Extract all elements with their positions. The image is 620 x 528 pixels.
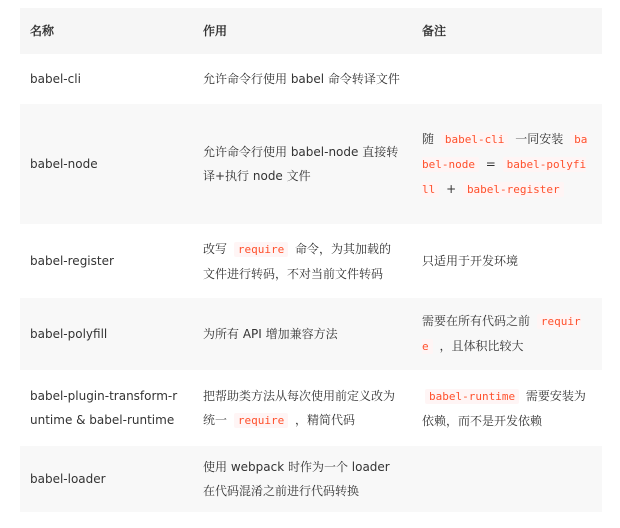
- cell-text: 把帮助类方法从每次使用前定义改为统一: [203, 388, 396, 427]
- header-note: 备注: [412, 8, 602, 54]
- cell-use: [193, 298, 412, 370]
- inline-code: require: [422, 315, 581, 353]
- cell-text: 随: [422, 131, 438, 146]
- cell-text: 允许命令行使用 babel 命令转译文件: [203, 72, 400, 86]
- cell-name: [20, 224, 193, 298]
- cell-text: 允许命令行使用 babel-node 直接转译+执行 node 文件: [203, 145, 399, 183]
- cell-text: babel-cli: [30, 72, 81, 86]
- inline-code: require: [234, 413, 288, 428]
- cell-use: [193, 370, 412, 446]
- inline-code: babel-polyfill: [422, 157, 587, 196]
- inline-code: babel-cli: [441, 132, 509, 147]
- inline-code: babel-node: [422, 132, 588, 171]
- table-row: [20, 224, 602, 298]
- cell-text: 命令，为其加载的文件进行转码，不对当前文件转码: [203, 241, 392, 281]
- table-row: [20, 370, 602, 446]
- cell-text: 为所有 API 增加兼容方法: [203, 327, 338, 341]
- table-row: [20, 104, 602, 224]
- cell-text: 需要安装为依赖，而不是开发依赖: [422, 388, 586, 428]
- cell-text: ，且体积比较大: [435, 339, 524, 353]
- cell-note: [412, 54, 602, 104]
- cell-note: [412, 370, 602, 446]
- cell-text: babel-node: [30, 157, 98, 171]
- cell-name: [20, 446, 193, 512]
- cell-text: 改写: [203, 241, 231, 256]
- inline-code: babel-register: [463, 182, 564, 197]
- header-name: 名称: [20, 8, 193, 54]
- cell-text: =: [481, 156, 500, 171]
- cell-note: [412, 224, 602, 298]
- cell-name: [20, 370, 193, 446]
- table-row: [20, 446, 602, 512]
- cell-use: [193, 104, 412, 224]
- header-use: 作用: [193, 8, 412, 54]
- cell-name: [20, 104, 193, 224]
- cell-text: 一同安装: [511, 131, 568, 146]
- cell-text: babel-plugin-transform-runtime & babel-runtime: [30, 389, 178, 427]
- cell-text: +: [442, 181, 460, 196]
- cell-use: [193, 54, 412, 104]
- table-row: [20, 54, 602, 104]
- cell-text: babel-register: [30, 254, 114, 268]
- cell-note: [412, 104, 602, 224]
- cell-note: [412, 446, 602, 512]
- babel-packages-table: [20, 8, 602, 512]
- cell-text: 需要在所有代码之前: [422, 314, 534, 328]
- table-row: [20, 298, 602, 370]
- cell-text: ，精简代码: [291, 412, 356, 427]
- table-header-row: [20, 8, 602, 54]
- cell-use: [193, 224, 412, 298]
- cell-use: [193, 446, 412, 512]
- cell-name: [20, 298, 193, 370]
- cell-name: [20, 54, 193, 104]
- inline-code: babel-runtime: [425, 389, 519, 404]
- cell-text: 只适用于开发环境: [422, 254, 519, 268]
- cell-text: babel-loader: [30, 472, 106, 486]
- cell-text: babel-polyfill: [30, 327, 108, 341]
- cell-note: [412, 298, 602, 370]
- cell-text: 使用 webpack 时作为一个 loader 在代码混淆之前进行代码转换: [203, 460, 390, 498]
- inline-code: require: [234, 242, 288, 257]
